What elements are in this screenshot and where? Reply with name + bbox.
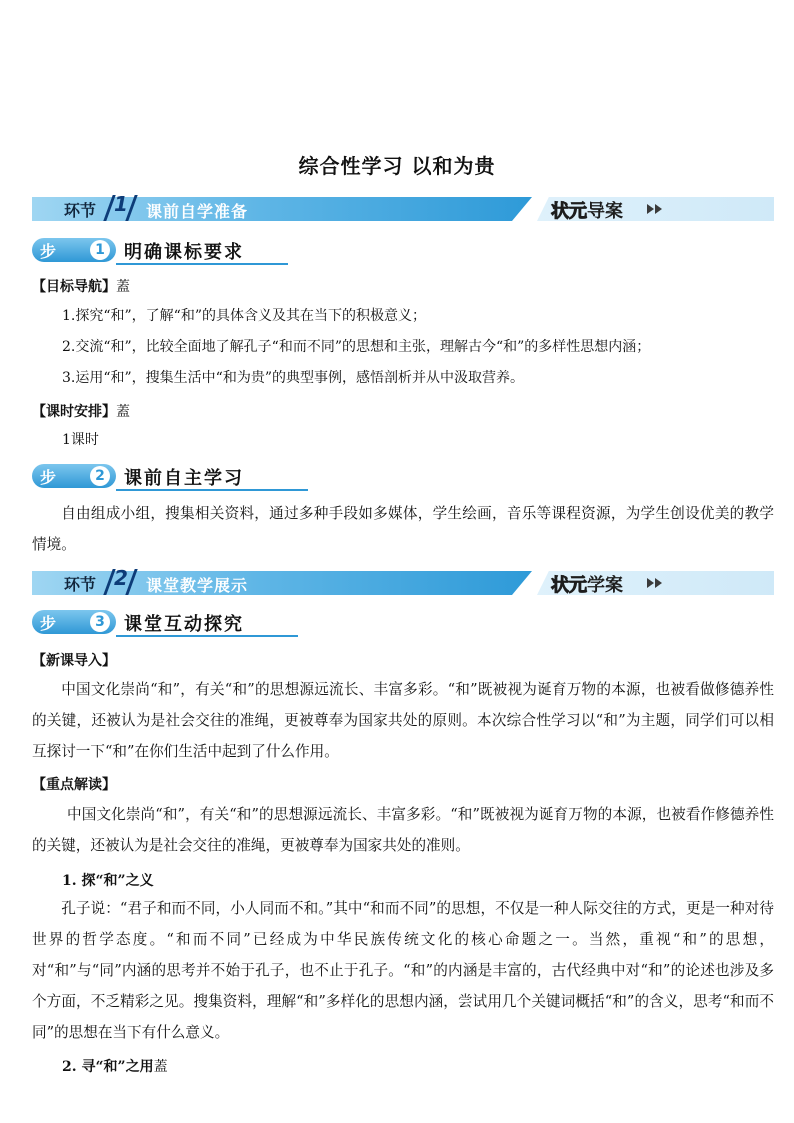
part-2-mark: 蓋 xyxy=(153,1059,168,1075)
section-label: 环节 xyxy=(64,201,97,220)
step-underline xyxy=(116,489,308,491)
key-paragraph: 中国文化崇尚“和”，有关“和”的思想源远流长、丰富多彩。“和”既被视为诞育万物的本源，也被看作修德养性的关键，还被认为是社会交往的准绳，更被尊奉为国家共处的准则。 xyxy=(32,806,774,854)
key-label: 【重点解读】 xyxy=(32,777,116,793)
part-2-title-text: 2. 寻“和”之用 xyxy=(62,1059,154,1075)
section-name: 课堂教学展示 xyxy=(146,576,249,595)
section-name: 课前自学准备 xyxy=(146,202,249,221)
section-number: 1 xyxy=(114,192,128,216)
goal-item: 3.运用“和”，搜集生活中“和为贵”的典型事例，感悟剖析并从中汲取营养。 xyxy=(62,370,524,386)
part-1-paragraph: 孔子说：“君子和而不同，小人同而不和。”其中“和而不同”的思想，不仅是一种人际交往的方式，更是一种对待世界的哲学态度。“和而不同”已经成为中华民族传统文化的核心命题之一。当然，重视“和”的思想，对“和”与“同”内涵的思考并不始于孔子，也不止于孔子。“和”的内涵是丰富的，古代经典中对“和”的论述也涉及多个方面，不乏精彩之见。搜集资料，理解“和”多样化的思想内涵，尝试用几个关键词概括“和”的含义，思考“和而不同”的思想在当下有什么意义。 xyxy=(32,900,774,1041)
goals-label xyxy=(32,276,130,296)
section-label: 环节 xyxy=(64,575,97,594)
section-number-badge xyxy=(104,567,138,595)
step-pill-label: 步骤 xyxy=(40,242,58,284)
guide-label-b: 导案 xyxy=(587,201,623,222)
section-number-badge xyxy=(104,193,138,221)
schedule-label-text: 【课时安排】 xyxy=(32,404,116,420)
goals-mark: 蓋 xyxy=(116,279,130,295)
self-study-paragraph: 自由组成小组，搜集相关资料，通过多种手段如多媒体，学生绘画，音乐等课程资源，为学生创设优美的教学情境。 xyxy=(32,505,774,553)
step-title: 明确课标要求 xyxy=(124,242,244,263)
double-arrow-icon xyxy=(647,204,669,216)
guide-label-a: 状元 xyxy=(551,575,587,596)
schedule-label xyxy=(32,401,130,421)
guide-label xyxy=(551,197,623,223)
step-underline xyxy=(116,263,288,265)
guide-label-a: 状元 xyxy=(551,201,587,222)
goals-label-text: 【目标导航】 xyxy=(32,279,116,295)
part-2-title xyxy=(62,1056,168,1076)
step-title: 课前自主学习 xyxy=(124,468,244,489)
section-banner-2 xyxy=(32,566,774,596)
step-number: 3 xyxy=(90,612,110,632)
section-number: 2 xyxy=(114,566,128,590)
step-number: 1 xyxy=(90,240,110,260)
intro-label: 【新课导入】 xyxy=(32,653,116,669)
step-pill-label: 步骤 xyxy=(40,468,58,510)
part-1-title: 1. 探“和”之义 xyxy=(62,873,154,889)
goal-item: 2.交流“和”，比较全面地了解孔子“和而不同”的思想和主张，理解古今“和”的多样性思想内涵； xyxy=(62,339,651,355)
schedule-value: 1课时 xyxy=(62,432,99,448)
step-title: 课堂互动探究 xyxy=(124,614,244,635)
step-pill-label: 步骤 xyxy=(40,614,58,656)
guide-label xyxy=(551,571,623,597)
step-number: 2 xyxy=(90,466,110,486)
step-underline xyxy=(116,635,298,637)
double-arrow-icon xyxy=(647,578,669,590)
page-title: 综合性学习 以和为贵 xyxy=(298,154,496,178)
guide-label-b: 学案 xyxy=(587,575,623,596)
goal-item: 1.探究“和”，了解“和”的具体含义及其在当下的积极意义； xyxy=(62,308,426,324)
intro-paragraph: 中国文化崇尚“和”，有关“和”的思想源远流长、丰富多彩。“和”既被视为诞育万物的本源，也被看做修德养性的关键，还被认为是社会交往的准绳，更被尊奉为国家共处的原则。本次综合性学习以“和”为主题，同学们可以相互探讨一下“和”在你们生活中起到了什么作用。 xyxy=(32,681,774,760)
schedule-mark: 蓋 xyxy=(116,404,130,420)
section-banner-1 xyxy=(32,192,774,222)
